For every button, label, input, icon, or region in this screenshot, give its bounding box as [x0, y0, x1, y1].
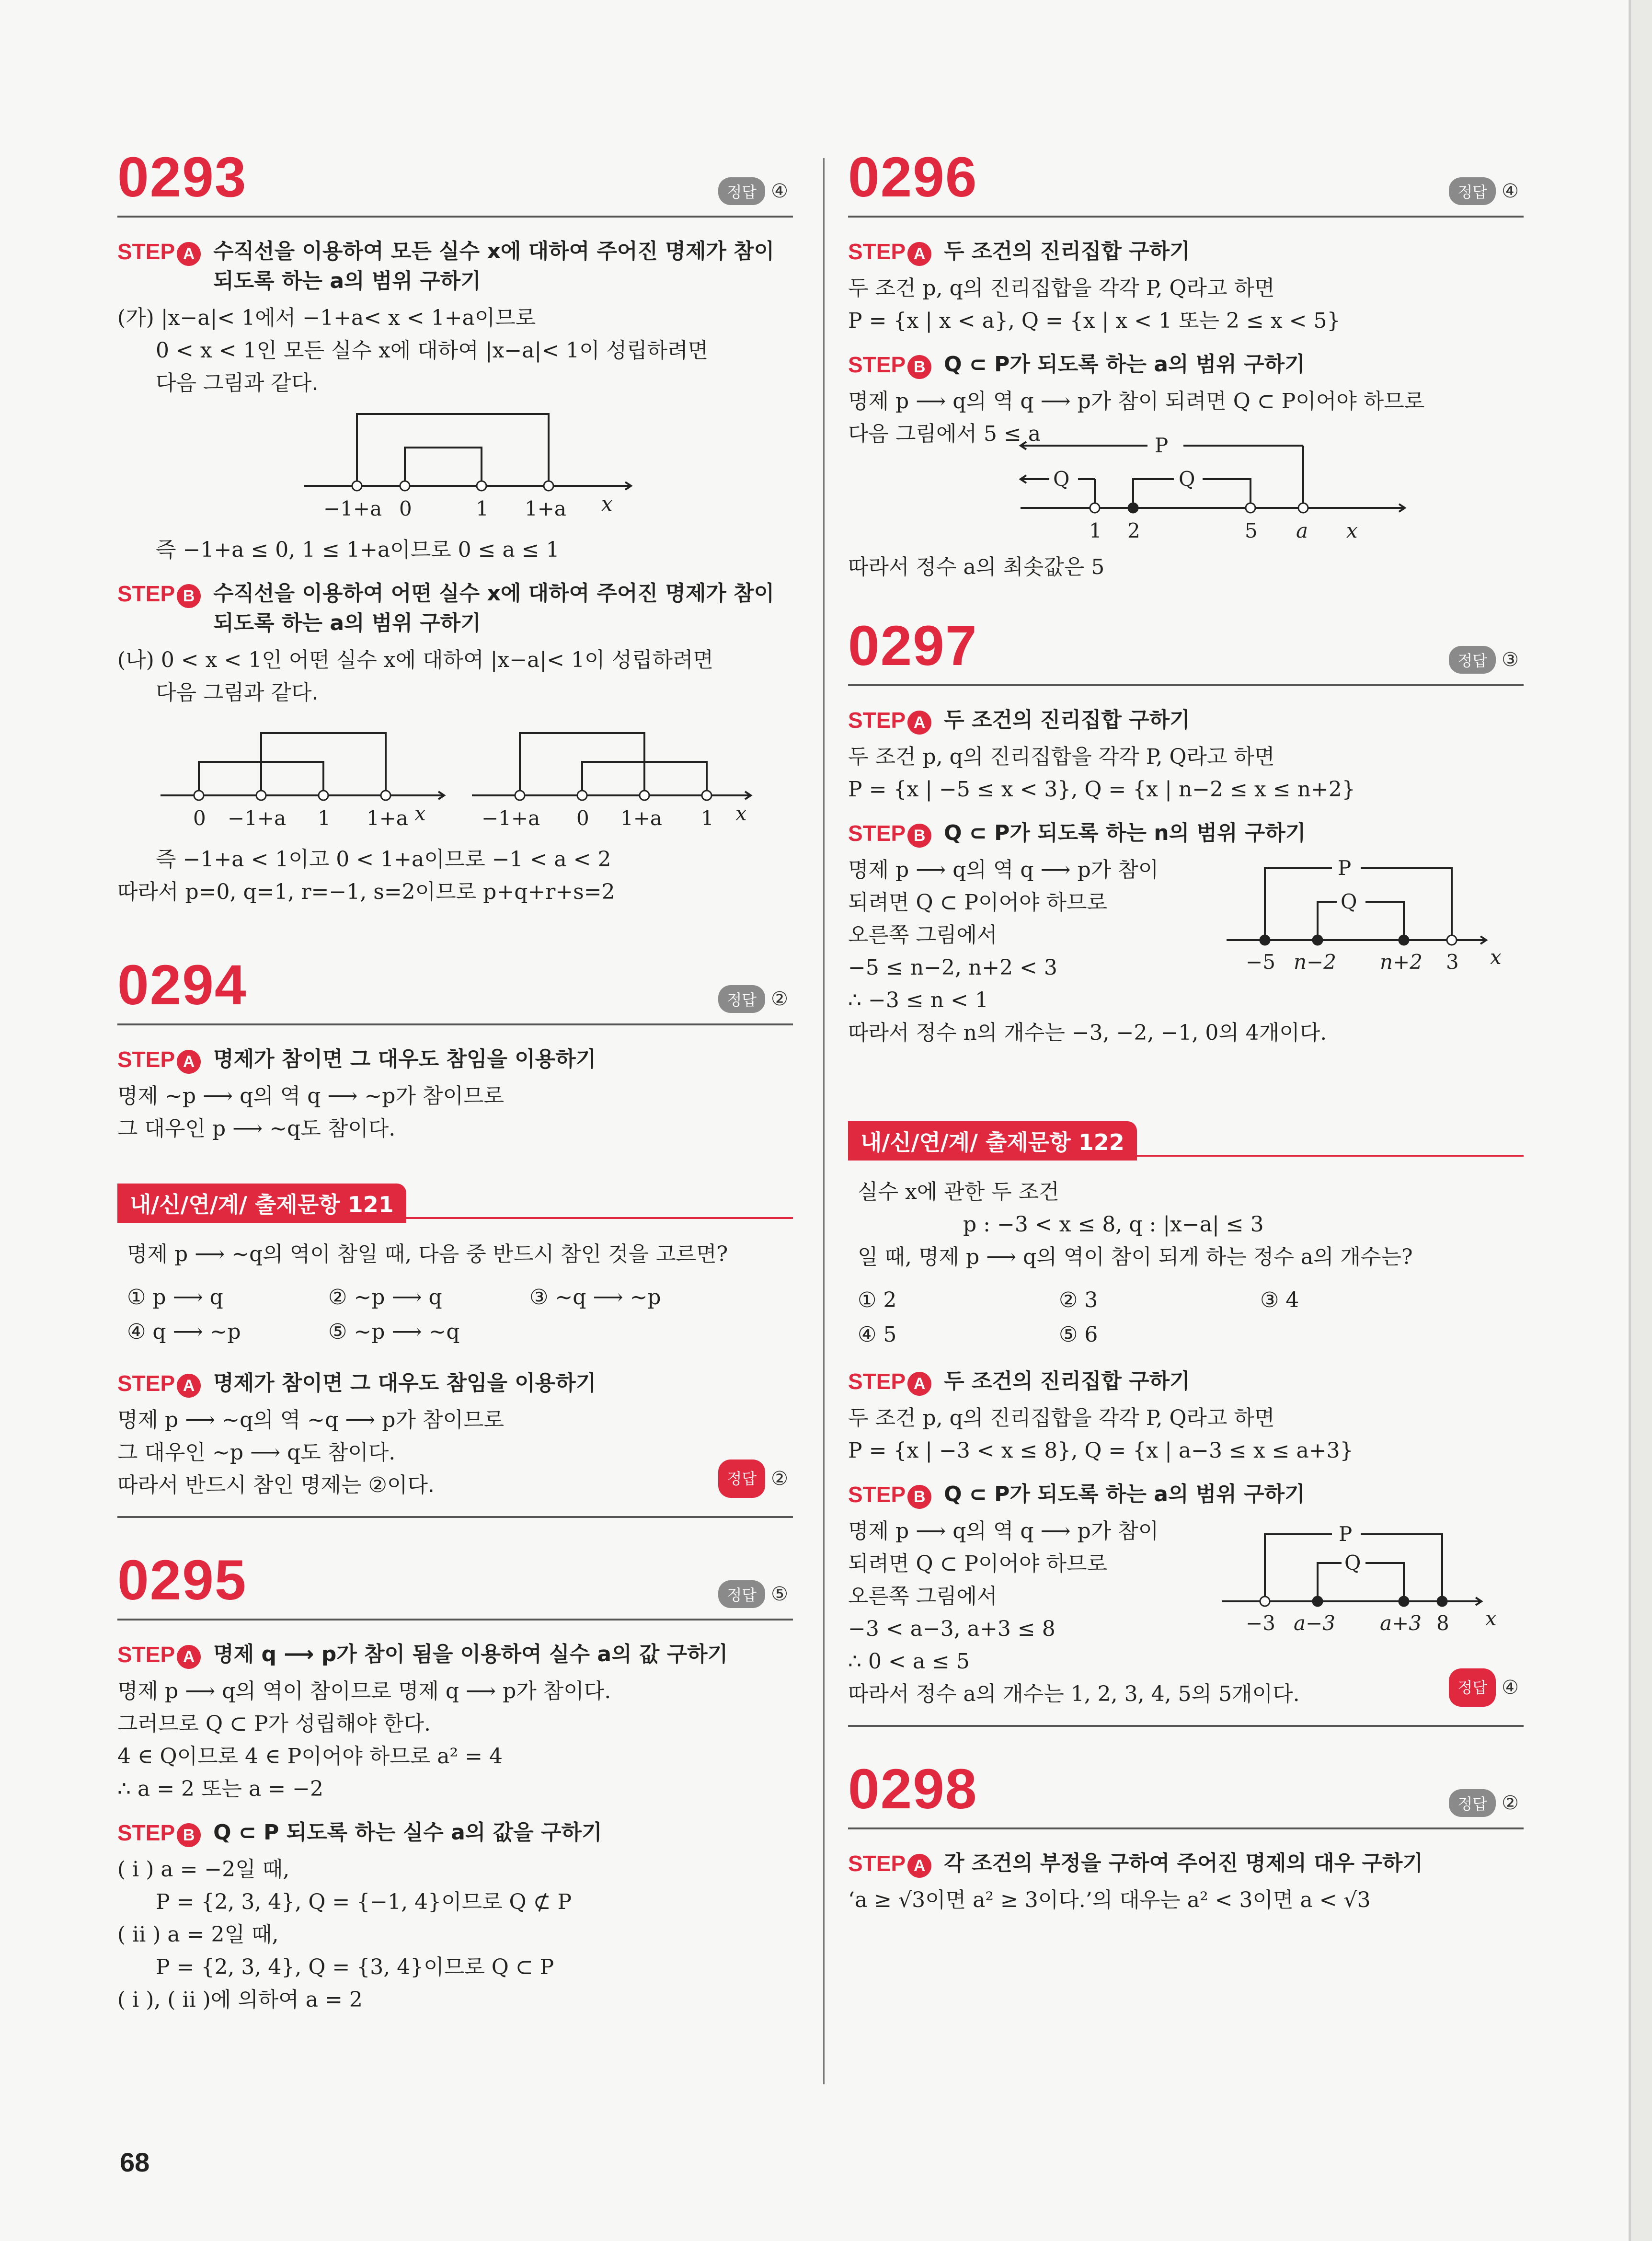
problem-number: 0295 [117, 1549, 247, 1612]
problem-header [117, 144, 793, 218]
text-line: 두 조건 p, q의 진리집합을 각각 P, Q라고 하면 [848, 276, 1275, 300]
text-line: 오른쪽 그림에서 [848, 1584, 998, 1609]
number-line-figure [1222, 1515, 1519, 1640]
text-line: P = {2, 3, 4}, Q = {−1, 4}이므로 Q ⊄ P [156, 1890, 572, 1914]
question-text: p : −3 < x ≤ 8, q : |x−a| ≤ 3 [963, 1212, 1264, 1237]
solution-with-figure [848, 1515, 1524, 1678]
text-line: P = {2, 3, 4}, Q = {3, 4}이므로 Q ⊂ P [156, 1955, 554, 1979]
options-row [117, 1280, 793, 1315]
answer [718, 985, 788, 1013]
step-title: 수직선을 이용하여 모든 실수 x에 대하여 주어진 명제가 참이 되도록 하는 a의 범위 구하기 [213, 239, 775, 293]
answer [1449, 1668, 1519, 1707]
step-a [848, 1849, 1524, 1878]
step-a [117, 1368, 793, 1398]
fig-label: 8 [1436, 1611, 1449, 1635]
text-line: P = {x | x < a}, Q = {x | x < 1 또는 2 ≤ x < 5} [848, 309, 1341, 333]
fig-label: −1+a [228, 806, 287, 830]
step-label: STEP B [117, 1818, 201, 1848]
step-label: STEP A [848, 237, 931, 266]
linked-question-body [848, 1157, 1524, 1711]
option[interactable]: ⑤ ~p ⟶ ~q [328, 1320, 460, 1344]
step-b [848, 350, 1524, 379]
fig-label: 1+a [620, 806, 662, 830]
divider [117, 1516, 793, 1518]
text-line: 그 대우인 ~p ⟶ q도 참이다. [117, 1440, 396, 1465]
fig-label: x [601, 492, 613, 516]
text-line: 즉 −1+a < 1이고 0 < 1+a이므로 −1 < a < 2 [156, 847, 611, 872]
fig-label: −1+a [482, 806, 540, 830]
answer-value: ② [771, 1468, 788, 1490]
fig-label: n−2 [1294, 950, 1336, 974]
fig-label: −1+a [323, 497, 382, 520]
problem-0298 [848, 1756, 1524, 1917]
problem-header [117, 952, 793, 1025]
answer-badge: 정답 [718, 985, 765, 1013]
linked-question-tag: 내/신/연/계/ 출제문항 122 [848, 1121, 1137, 1161]
text-line: 명제 p ⟶ q의 역 q ⟶ p가 참이 [848, 1519, 1159, 1543]
text-line: 오른쪽 그림에서 [848, 923, 998, 947]
step-b [117, 1818, 793, 1848]
step-label: STEP A [117, 1640, 201, 1669]
fig-label: a [1296, 519, 1308, 542]
step-b [117, 579, 793, 638]
option[interactable]: ② 3 [1059, 1288, 1098, 1312]
fig-label: a−3 [1294, 1611, 1335, 1635]
answer [1449, 177, 1519, 205]
step-title: Q ⊂ P가 되도록 하는 a의 범위 구하기 [944, 1482, 1305, 1506]
text-line: 되려면 Q ⊂ P이어야 하므로 [848, 890, 1108, 915]
text-line: 두 조건 p, q의 진리집합을 각각 P, Q라고 하면 [848, 745, 1275, 769]
step-label: STEP B [848, 818, 931, 848]
answer-badge: 정답 [1449, 1668, 1496, 1707]
problem-header [117, 1547, 793, 1620]
text-line: (가) |x−a|< 1에서 −1+a< x < 1+a이므로 [117, 306, 536, 330]
problem-number: 0298 [848, 1758, 978, 1821]
text-line: 0 < x < 1인 모든 실수 x에 대하여 |x−a|< 1이 성립하려면 [156, 338, 709, 363]
text-line: −3 < a−3, a+3 ≤ 8 [848, 1617, 1055, 1641]
step-a [117, 237, 793, 296]
text-line: 그 대우인 p ⟶ ~q도 참이다. [117, 1116, 396, 1141]
right-column [848, 144, 1524, 1917]
text-line: ( i ) a = −2일 때, [117, 1857, 290, 1882]
step-title: Q ⊂ P가 되도록 하는 a의 범위 구하기 [944, 352, 1305, 377]
fig-label: 0 [193, 806, 206, 830]
step-label: STEP A [117, 237, 201, 266]
column-divider [823, 158, 825, 2084]
problem-0294 [117, 952, 793, 1145]
question-text: 명제 p ⟶ ~q의 역이 참일 때, 다음 중 반드시 참인 것을 고르면? [127, 1242, 728, 1266]
options-row [848, 1318, 1524, 1352]
text-line: 되려면 Q ⊂ P이어야 하므로 [848, 1551, 1108, 1576]
answer-value: ③ [1502, 649, 1519, 671]
step-a [117, 1640, 793, 1669]
number-line-figure-2 [117, 714, 798, 839]
answer-badge: 정답 [718, 177, 765, 205]
linked-question-121 [117, 1192, 793, 1518]
fig-label: 1 [476, 497, 489, 520]
text-line: 4 ∈ Q이므로 4 ∈ P이어야 하므로 a² = 4 [117, 1744, 503, 1769]
option[interactable]: ⑤ 6 [1059, 1322, 1098, 1347]
text-line: 따라서 정수 a의 개수는 1, 2, 3, 4, 5의 5개이다. 정답 ④ [848, 1678, 1524, 1711]
text-line: ∴ 0 < a ≤ 5 [848, 1649, 970, 1674]
fig-label: n+2 [1380, 950, 1423, 974]
text-line: −5 ≤ n−2, n+2 < 3 [848, 955, 1057, 980]
text-line: 다음 그림과 같다. [156, 680, 319, 705]
fig-label: −3 [1246, 1611, 1275, 1635]
left-column [117, 144, 793, 2016]
fig-label: 2 [1127, 519, 1140, 542]
fig-label: 1 [701, 806, 714, 830]
linked-question-tag: 내/신/연/계/ 출제문항 121 [117, 1184, 406, 1223]
step-label: STEP A [848, 705, 931, 735]
problem-0293 [117, 144, 793, 908]
answer-badge: 정답 [1449, 177, 1496, 205]
problem-number: 0293 [117, 146, 247, 209]
fig-label: Q [1179, 467, 1195, 491]
step-title: Q ⊂ P가 되도록 하는 n의 범위 구하기 [944, 821, 1306, 845]
step-title: 각 조건의 부정을 구하여 주어진 명제의 대우 구하기 [944, 1851, 1423, 1875]
text-line: ( ii ) a = 2일 때, [117, 1922, 279, 1947]
fig-label: Q [1053, 467, 1070, 491]
option[interactable]: ① p ⟶ q [127, 1285, 223, 1310]
option[interactable]: ④ 5 [858, 1322, 897, 1347]
option[interactable]: ① 2 [858, 1288, 897, 1312]
number-line-figure [1011, 431, 1442, 546]
problem-header [848, 144, 1524, 218]
fig-label: −5 [1246, 950, 1275, 974]
text-line: 그러므로 Q ⊂ P가 성립해야 한다. [117, 1712, 431, 1736]
step-title: 명제 q ⟶ p가 참이 됨을 이용하여 실수 a의 값 구하기 [213, 1642, 728, 1666]
option[interactable]: ② ~p ⟶ q [328, 1285, 442, 1310]
text-line: 따라서 p=0, q=1, r=−1, s=2이므로 p+q+r+s=2 [117, 880, 615, 904]
text-line: 두 조건 p, q의 진리집합을 각각 P, Q라고 하면 [848, 1406, 1275, 1430]
answer-badge: 정답 [718, 1580, 765, 1608]
problem-0297 [848, 612, 1524, 1049]
fig-label: 0 [576, 806, 589, 830]
problem-header [848, 1756, 1524, 1829]
fig-label: x [1346, 519, 1358, 542]
text-line: ∴ −3 ≤ n < 1 [848, 988, 988, 1012]
question-text: 일 때, 명제 p ⟶ q의 역이 참이 되게 하는 정수 a의 개수는? [858, 1245, 1413, 1269]
step-title: 명제가 참이면 그 대우도 참임을 이용하기 [213, 1371, 597, 1395]
answer-value: ④ [771, 180, 788, 202]
problem-number: 0296 [848, 146, 978, 209]
fig-label: x [414, 802, 426, 825]
step-label: STEP B [848, 350, 931, 379]
page-number: 68 [120, 2147, 150, 2177]
fig-label: Q [1344, 1551, 1361, 1574]
step-title: Q ⊂ P 되도록 하는 실수 a의 값을 구하기 [213, 1820, 602, 1845]
fig-label: 5 [1245, 519, 1258, 542]
text-line: 다음 그림과 같다. [156, 371, 319, 395]
problem-0296 [848, 144, 1524, 584]
step-title: 두 조건의 진리집합 구하기 [944, 708, 1190, 732]
text-line: 따라서 정수 n의 개수는 −3, −2, −1, 0의 4개이다. [848, 1021, 1327, 1045]
answer-value: ② [771, 988, 788, 1010]
answer [718, 177, 788, 205]
number-line-figure [1227, 854, 1524, 978]
solution-with-figure [848, 854, 1524, 1017]
answer-value: ⑤ [771, 1583, 788, 1605]
step-title: 두 조건의 진리집합 구하기 [944, 239, 1190, 264]
step-label: STEP A [848, 1367, 931, 1396]
text-line: 명제 p ⟶ ~q의 역 ~q ⟶ p가 참이므로 [117, 1408, 504, 1432]
fig-label: 0 [399, 497, 412, 520]
text-line: (나) 0 < x < 1인 어떤 실수 x에 대하여 |x−a|< 1이 성립하려면 [117, 648, 714, 672]
problem-0295 [117, 1547, 793, 2016]
answer-value: ④ [1502, 180, 1519, 202]
fig-label: 1+a [525, 497, 566, 520]
fig-label: P [1155, 434, 1169, 457]
step-label: STEP B [117, 579, 201, 609]
step-label: STEP A [117, 1045, 201, 1074]
text-line: 다음 그림에서 5 ≤ a [848, 422, 1041, 446]
problem-number: 0297 [848, 614, 978, 678]
option[interactable]: ③ 4 [1260, 1288, 1299, 1312]
step-b [848, 1480, 1524, 1509]
step-a [848, 1367, 1524, 1396]
text-line: P = {x | −5 ≤ x < 3}, Q = {x | n−2 ≤ x ≤ n+2} [848, 777, 1355, 802]
fig-label: 3 [1446, 950, 1459, 974]
fig-label: x [735, 802, 747, 825]
text-line: 명제 p ⟶ q의 역이 참이므로 명제 q ⟶ p가 참이다. [117, 1679, 611, 1703]
text-line: P = {x | −3 < x ≤ 8}, Q = {x | a−3 ≤ x ≤ a+3} [848, 1438, 1354, 1463]
answer-value: ② [1502, 1792, 1519, 1814]
problem-number: 0294 [117, 954, 247, 1017]
answer-badge: 정답 [1449, 1789, 1496, 1817]
options-row [117, 1315, 793, 1349]
answer [718, 1580, 788, 1608]
divider [848, 1725, 1524, 1727]
step-label: STEP B [848, 1480, 931, 1509]
text-line: 따라서 정수 a의 최솟값은 5 [848, 555, 1105, 579]
text-line: 명제 p ⟶ q의 역 q ⟶ p가 참이 [848, 858, 1159, 882]
answer [1449, 646, 1519, 674]
fig-label: 1 [318, 806, 331, 830]
linked-question-body [117, 1219, 793, 1502]
answer [1449, 1789, 1519, 1817]
text-line: ( i ), ( ii )에 의하여 a = 2 [117, 1988, 363, 2012]
step-a [848, 705, 1524, 735]
fig-label: x [1490, 945, 1502, 969]
page-edge-line [1629, 0, 1631, 2241]
fig-label: 1 [1089, 519, 1102, 542]
step-label: STEP A [848, 1849, 931, 1878]
fig-label: x [1485, 1607, 1497, 1630]
step-b [848, 818, 1524, 848]
answer-badge: 정답 [718, 1460, 765, 1498]
option[interactable]: ③ ~q ⟶ ~p [529, 1285, 661, 1310]
fig-label: 1+a [367, 806, 408, 830]
answer [718, 1460, 788, 1498]
text-line: 명제 p ⟶ q의 역 q ⟶ p가 참이 되려면 Q ⊂ P이어야 하므로 [848, 389, 1425, 414]
text-line: 따라서 반드시 참인 명제는 ②이다. 정답 ② [117, 1469, 793, 1502]
fig-label: a+3 [1380, 1611, 1422, 1635]
step-a [117, 1045, 793, 1074]
page-edge [1628, 0, 1652, 2241]
text-line: ∴ a = 2 또는 a = −2 [117, 1777, 323, 1801]
option[interactable]: ④ q ⟶ ~p [127, 1320, 241, 1344]
problem-header [848, 612, 1524, 686]
step-title: 명제가 참이면 그 대우도 참임을 이용하기 [213, 1047, 597, 1071]
text-line: 즉 −1+a ≤ 0, 1 ≤ 1+a이므로 0 ≤ a ≤ 1 [156, 538, 560, 562]
step-title: 두 조건의 진리집합 구하기 [944, 1369, 1190, 1393]
number-line-figure-1 [295, 404, 774, 529]
fig-label: P [1338, 856, 1352, 880]
step-a [848, 237, 1524, 266]
fig-label: P [1339, 1522, 1353, 1546]
answer-badge: 정답 [1449, 646, 1496, 674]
fig-label: Q [1341, 890, 1357, 913]
question-text: 실수 x에 관한 두 조건 [858, 1180, 1059, 1204]
linked-question-122 [848, 1129, 1524, 1727]
options-row [848, 1283, 1524, 1318]
answer-value: ④ [1502, 1677, 1519, 1699]
step-label: STEP A [117, 1368, 201, 1398]
text-line: 명제 ~p ⟶ q의 역 q ⟶ ~p가 참이므로 [117, 1084, 504, 1108]
step-title: 수직선을 이용하여 어떤 실수 x에 대하여 주어진 명제가 참이 되도록 하는 a의 범위 구하기 [213, 581, 775, 635]
text-line: ‘a ≥ √3이면 a² ≥ 3이다.’의 대우는 a² < 3이면 a < √3 [848, 1888, 1371, 1912]
